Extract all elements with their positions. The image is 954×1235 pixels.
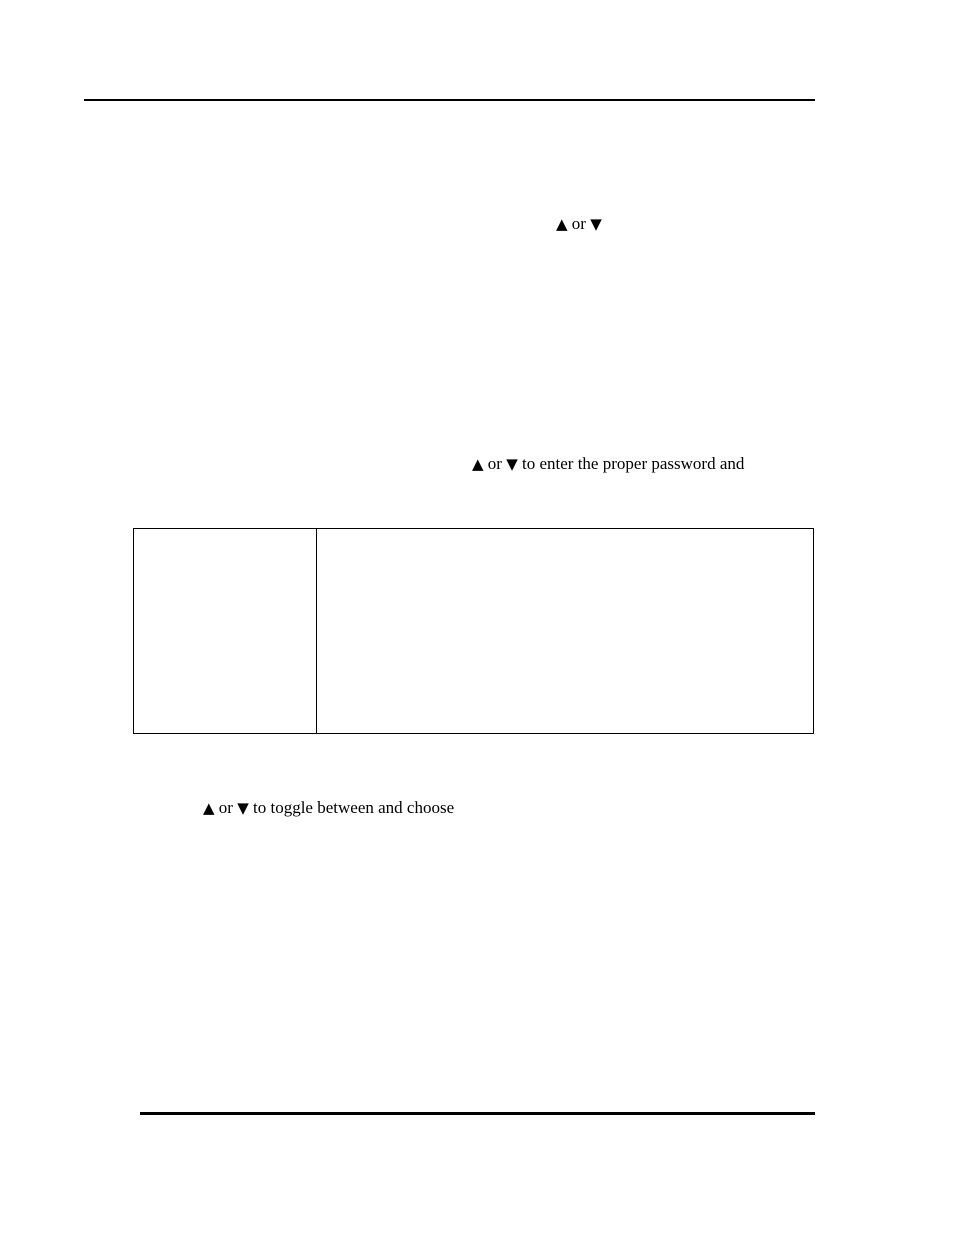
table-cell-description	[317, 529, 814, 734]
up-arrow-icon: ▲	[203, 799, 215, 817]
instruction-text: to enter the proper password and	[522, 454, 745, 473]
settings-table	[133, 528, 814, 734]
header-rule	[84, 99, 815, 101]
or-word: or	[487, 454, 502, 473]
up-arrow-icon: ▲	[556, 215, 568, 233]
down-arrow-icon: ▼	[506, 455, 518, 473]
or-word: or	[571, 214, 586, 233]
table-row	[134, 529, 814, 734]
table-cell-label	[134, 529, 317, 734]
down-arrow-icon: ▼	[590, 215, 602, 233]
footer-rule	[140, 1112, 815, 1115]
arrow-instruction-1	[556, 214, 602, 234]
arrow-instruction-2	[472, 454, 744, 474]
instruction-text: to toggle between and choose	[253, 798, 455, 817]
or-word: or	[218, 798, 233, 817]
arrow-instruction-3	[203, 798, 454, 818]
down-arrow-icon: ▼	[237, 799, 249, 817]
up-arrow-icon: ▲	[472, 455, 484, 473]
